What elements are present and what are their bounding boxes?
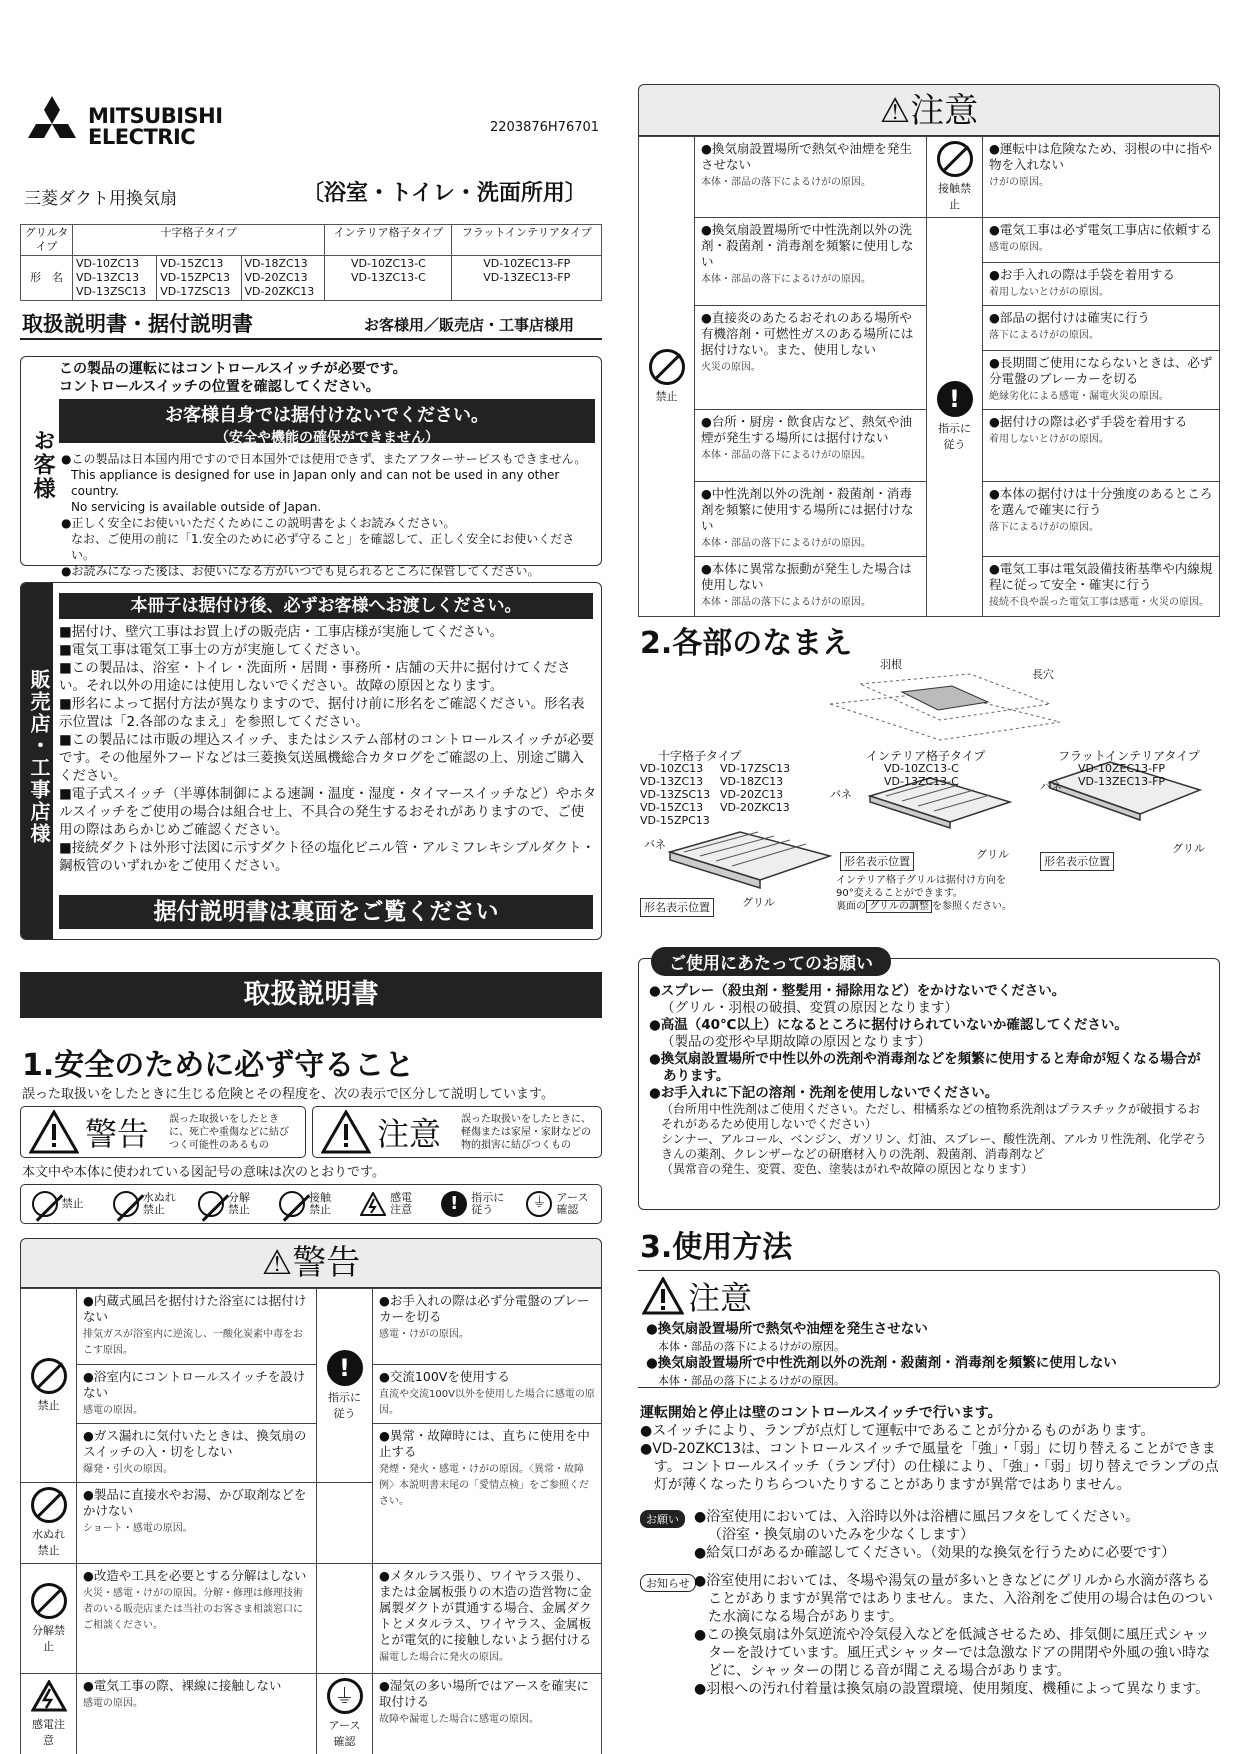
- caution-item: ●部品の据付けは確実に行う: [989, 310, 1150, 325]
- warning-table: [20, 1288, 602, 1754]
- ground-icon: ⏚: [327, 1678, 363, 1714]
- mitsubishi-logo: [22, 96, 222, 158]
- caution-item-reason: 火災の原因。: [701, 362, 761, 373]
- no-disassembly-icon: [198, 1191, 224, 1217]
- brand-line1: MITSUBISHI: [88, 104, 223, 128]
- model-name: VD-10ZEC13-FP: [1078, 762, 1166, 775]
- icon-label: 感電注意: [32, 1717, 65, 1747]
- label-bane: バネ: [1040, 780, 1062, 793]
- model-name: VD-17ZSC13: [720, 762, 791, 775]
- caution-item-reason: 落下によるけがの原因。: [989, 330, 1099, 341]
- read-note-2: なお、ご使用の前に「1.安全のために必ず守ること」を確認して、正しく安全にお使いください。: [71, 532, 575, 562]
- caution-item-reason: 着用しないとけがの原因。: [989, 287, 1109, 298]
- solvent-reason: （異常音の発生、変質、変色、塗装はがれや故障の原因となります）: [661, 1162, 1034, 1176]
- product-name: 三菱ダクト用換気扇: [24, 189, 177, 209]
- japan-only-en: This appliance is designed for use in Japan only and can not be used in any other country.: [71, 468, 560, 498]
- warning-item-reason: 漏電した場合に発火の原因。: [379, 1652, 509, 1663]
- request-item: ●換気扇設置場所で中性以外の洗剤や消毒剤などを頻繁に使用すると寿命が短くなる場合があります。: [649, 1051, 1201, 1084]
- row-label: 形 名: [21, 256, 73, 301]
- operation-item: ●スイッチにより、ランプが点灯して運転中であることが分かるものがあります。: [640, 1423, 1155, 1439]
- read-note: ●正しく安全にお使いいただくためにこの説明書をよくお読みください。: [61, 516, 456, 530]
- flat-type-title: フラットインテリアタイプ: [1058, 749, 1200, 763]
- col-flat: フラットインテリアタイプ: [452, 225, 602, 256]
- label-position: 形名表示位置: [840, 852, 914, 871]
- caution-item: ●換気扇設置場所で中性洗剤以外の洗剤・殺菌剤・消毒剤を頻繁に使用しない: [701, 222, 914, 269]
- label-grill: グリル: [1172, 842, 1205, 855]
- caution-item-reason: 接続不良や誤った電気工事は感電・火災の原因。: [989, 597, 1209, 608]
- caution-item: ●電気工事は必ず電気工事店に依頼する: [989, 222, 1213, 237]
- caution-item-reason: 本体・部品の落下によるけがの原因。: [701, 274, 871, 285]
- col-grille: グリルタイプ: [21, 225, 73, 256]
- caution-table: [638, 136, 1220, 617]
- caution-item: ●換気扇設置場所で熱気や油煙を発生させない: [701, 141, 912, 172]
- no-touch-icon: [937, 141, 973, 177]
- caution-item: ●運転中は危険なため、羽根の中に指や物を入れない: [989, 141, 1212, 172]
- warning-item: ●製品に直接水やお湯、かび取剤などをかけない: [83, 1487, 307, 1518]
- juji-model-list: [640, 762, 800, 827]
- prohibited-icon: [31, 1358, 67, 1394]
- interior-model-list: [884, 762, 959, 788]
- switch-note-1: この製品の運転にはコントロールスイッチが必要です。: [59, 361, 407, 377]
- symbol-legend: [20, 1184, 602, 1224]
- japan-only-en2: No servicing is available outside of Japan.: [71, 500, 322, 514]
- model-name: VD-18ZC13: [720, 775, 784, 788]
- symbols-intro: 本文中や本体に使われている図記号の意味は次のとおりです。: [22, 1165, 385, 1180]
- label-nagaana: 長穴: [1032, 668, 1054, 681]
- warning-table-title: 警告: [292, 1243, 361, 1283]
- caution-item-reason: 落下によるけがの原因。: [989, 522, 1099, 533]
- model-name: VD-13ZC13-C: [884, 775, 959, 788]
- model-name: VD-13ZEC13-FP: [1078, 775, 1166, 788]
- three-diamonds-icon: [22, 96, 82, 154]
- model-cell: VD-17ZSC13: [160, 285, 231, 298]
- shock-caution-icon: [31, 1680, 67, 1712]
- notice-item: ●この換気扇は外気逆流や冷気侵入などを低減させるため、排気側に風圧式シャッターを設けています。風圧式シャッターでは急激なドアの開閉や外風の強い時などに、シャッターの閉じる音が聞こえる場合があります。: [694, 1627, 1211, 1679]
- warning-item-reason: 故障や漏電した場合に感電の原因。: [379, 1714, 539, 1725]
- warning-item-reason: 直流や交流100V以外を使用した場合に感電の原因。: [379, 1389, 595, 1416]
- customer-box: [20, 356, 602, 578]
- sec1-title: 1.安全のために必ず守ること: [22, 1048, 415, 1083]
- warning-item: ●改造や工具を必要とする分解はしない: [83, 1568, 307, 1583]
- dealer-label: 販売店・工事店様: [27, 669, 51, 845]
- warning-desc: 誤った取扱いをしたときに、死亡や重傷などに結びつく可能性のあるもの: [169, 1113, 289, 1151]
- shock-caution-icon: [360, 1192, 386, 1216]
- onegai-item-sub: （浴室・換気扇のいたみを少なくします）: [708, 1527, 974, 1543]
- warning-table-header: ⚠警告: [20, 1238, 602, 1288]
- dealer-item: ■電子式スイッチ（半導体制御による速調・温度・湿度・タイマースイッチなど）やホタルスイッチをご使用の場合は組合せ上、不具合の発生するおそれがありますので、ご使用の際はあらかじめご確認ください。: [59, 786, 597, 838]
- usage-label: 〔浴室・トイレ・洗面所用〕: [302, 181, 587, 206]
- note-text: を参照ください。: [932, 901, 1012, 912]
- no-water-icon: [31, 1487, 67, 1523]
- caution-item: ●中性洗剤以外の洗剤・殺菌剤・消毒剤を頻繁に使用する場所には据付けない: [701, 486, 914, 533]
- no-disassembly-icon: [31, 1583, 67, 1619]
- icon-label: 接触禁止: [938, 182, 971, 211]
- caution-item-reason: けがの原因。: [989, 177, 1049, 188]
- caution-item: ●直接炎のあたるおそれのある場所や有機溶剤・可燃性ガスのある場所には据付けない。また、使用しない: [701, 310, 914, 357]
- symbol-label: 感電注意: [390, 1191, 413, 1216]
- model-name: VD-13ZSC13: [640, 788, 711, 801]
- manual-audience: お客様用／販売店・工事店様用: [364, 316, 575, 334]
- caution-item: ●長期間ご使用にならないときは、必ず分電盤のブレーカーを切る: [989, 355, 1213, 386]
- notice-item: ●浴室使用においては、冬場や湯気の量が多いときなどにグリルから水滴が落ちることがありますが異常ではありません。また、入浴剤をご使用の場合は色のついた水滴になる場合があります。: [694, 1573, 1213, 1625]
- operation-item: ●VD-20ZKC13は、コントロールスイッチで風量を「強」・「弱」に切り替えることができます。コントロールスイッチ（ランプ付）の仕様により、「強」・「弱」切り替えでランプの点灯が薄くなったりちらついたりすることがありますが異常ではありません。: [640, 1441, 1219, 1493]
- interior-type-title: インテリア格子タイプ: [866, 749, 986, 763]
- warning-item: ●メタルラス張り、ワイヤラス張り、または金属板張りの木造の造営物に金属製ダクトが貫通する場合、金属ダクトとメタルラス、ワイヤラス、金属板とが電気的に接触しないよう据付ける: [379, 1568, 592, 1647]
- ground-icon: ⏚: [526, 1191, 552, 1217]
- label-grill: グリル: [742, 896, 775, 909]
- dealer-item: ■据付け、壁穴工事はお買上げの販売店・工事店様が実施してください。: [59, 624, 504, 640]
- model-cell: VD-13ZSC13: [76, 285, 147, 298]
- note-text: インテリア格子グリルは据付け方向を90°変えることができます。: [836, 875, 1006, 899]
- sec3-caution-box: [638, 1270, 1220, 1388]
- icon-label: 禁止: [37, 1398, 60, 1412]
- symbol-label: アース確認: [556, 1191, 589, 1216]
- caution-item: ●電気工事は電気設備技術基準や内線規程に従って安全・確実に行う: [989, 561, 1213, 592]
- model-table: [20, 224, 602, 301]
- request-item: ●スプレー（殺虫剤・整髪用・掃除用など）をかけないでください。: [649, 983, 1066, 999]
- warning-item: ●電気工事の際、裸線に接触しない: [83, 1678, 282, 1693]
- warning-item: ●交流100Vを使用する: [379, 1369, 510, 1384]
- warning-item-reason: ショート・感電の原因。: [83, 1523, 193, 1534]
- warning-item-reason: 発煙・発火・感電・けがの原因。〈異常・故障例〉本説明書末尾の「愛情点検」をご参照ください。: [379, 1464, 589, 1507]
- label-bane: バネ: [644, 838, 666, 851]
- model-cell: VD-10ZEC13-FP: [483, 257, 571, 270]
- caution-item-reason: 本体・部品の落下によるけがの原因。: [701, 597, 871, 608]
- onegai-item: ●浴室使用においては、入浴時以外は浴槽に風呂フタをしてください。: [694, 1509, 1140, 1525]
- warning-item: ●浴室内にコントロールスイッチを設けない: [83, 1369, 306, 1400]
- label-hane: 羽根: [880, 658, 902, 671]
- symbol-label: 指示に従う: [471, 1191, 505, 1216]
- request-item: ●高温（40℃以上）になるところに据付けられていないか確認してください。: [649, 1017, 1128, 1033]
- model-name: VD-20ZC13: [720, 788, 784, 801]
- prohibited-icon: [649, 349, 685, 385]
- caution-table-title: 注意: [910, 91, 979, 131]
- solvent-list: シンナー、アルコール、ベンジン、ガソリン、灯油、スプレー、酸性洗剤、アルカリ性洗剤、化学ぞうきんの薬剤、クレンザーなどの研磨材入りの洗剤、殺菌剤、消毒剤など: [661, 1132, 1207, 1161]
- warning-item: ●湿気の多い場所ではアースを確実に取付ける: [379, 1678, 589, 1709]
- sec2-title: 2.各部のなまえ: [640, 626, 853, 661]
- parts-diagram: [640, 656, 1220, 956]
- oshirase-tag: お知らせ: [640, 1574, 696, 1592]
- brand-line2: ELECTRIC: [88, 125, 196, 149]
- icon-label: 分解禁止: [32, 1623, 65, 1653]
- sec1-intro: 誤った取扱いをしたときに生じる危険とその程度を、次の表示で区分して説明しています。: [22, 1087, 554, 1102]
- icon-label: 禁止: [655, 389, 678, 403]
- model-cell: VD-10ZC13: [76, 257, 140, 270]
- symbol-label: 水ぬれ禁止: [142, 1191, 176, 1216]
- caution-triangle-icon: [321, 1110, 371, 1154]
- label-position: 形名表示位置: [640, 898, 714, 917]
- model-cell: VD-18ZC13: [244, 257, 308, 270]
- model-cell: VD-20ZKC13: [244, 285, 315, 298]
- warning-item: ●異常・故障時には、直ちに使用を中止する: [379, 1428, 590, 1459]
- icon-label: アース確認: [328, 1719, 361, 1748]
- prohibited-icon: [32, 1191, 58, 1217]
- doc-number: 2203876H76701: [490, 120, 600, 135]
- caution-item: ●据付けの際は必ず手袋を着用する: [989, 414, 1188, 429]
- warning-item-reason: 感電の原因。: [83, 1698, 143, 1709]
- caution-item: ●お手入れの際は手袋を着用する: [989, 267, 1175, 282]
- warning-item-reason: 感電の原因。: [83, 1405, 143, 1416]
- icon-label: 水ぬれ禁止: [32, 1528, 65, 1557]
- model-name: VD-15ZPC13: [640, 814, 710, 827]
- warning-item-reason: 感電・けがの原因。: [379, 1329, 469, 1340]
- caution-triangle-icon: [642, 1277, 684, 1315]
- model-name: VD-10ZC13: [640, 762, 704, 775]
- request-item-reason: （台所用中性洗剤はご使用ください。ただし、柑橘系などの植物系洗剤はプラスチックが破損するおそれがあるため使用しないでください）: [661, 1102, 1201, 1131]
- warning-item: ●お手入れの際は必ず分電盤のブレーカーを切る: [379, 1293, 590, 1324]
- caution-item: ●台所・厨房・飲食店など、熱気や油煙が発生する場所には据付けない: [701, 414, 912, 445]
- caution-item: ●本体の据付けは十分強度のあるところを選んで確実に行う: [989, 486, 1213, 517]
- switch-note-2: コントロールスイッチの位置を確認してください。: [59, 379, 380, 395]
- caution-legend: [312, 1106, 602, 1158]
- flat-model-list: [1078, 762, 1165, 788]
- model-cell: VD-13ZEC13-FP: [483, 271, 571, 284]
- instruction-icon: !: [327, 1350, 363, 1386]
- model-name: VD-20ZKC13: [720, 801, 790, 814]
- see-back-bar: 据付説明書は裏面をご覧ください: [59, 895, 593, 929]
- sec3-caution-reason: 本体・部品の落下によるけがの原因。: [658, 1340, 845, 1353]
- symbol-label: 禁止: [61, 1197, 84, 1210]
- divider: [20, 338, 602, 340]
- interior-rotate-note: [836, 874, 1012, 913]
- model-name: VD-13ZC13: [640, 775, 704, 788]
- hand-over-bar: 本冊子は据付け後、必ずお客様へお渡しください。: [59, 593, 593, 619]
- label-position: 形名表示位置: [1040, 852, 1114, 871]
- keep-note: ●お読みになった後は、お使いになる方がいつでも見られるところに保管してください。: [61, 564, 540, 578]
- sec3-caution-item: ●換気扇設置場所で中性洗剤以外の洗剤・殺菌剤・消毒剤を頻繁に使用しない: [646, 1355, 1117, 1371]
- onegai-tag: お願い: [640, 1510, 685, 1528]
- model-cell: VD-13ZC13: [76, 271, 140, 284]
- symbol-label: 分解禁止: [227, 1191, 250, 1216]
- warning-item-reason: 排気ガスが浴室内に逆流し、一酸化炭素中毒をおこす原因。: [83, 1329, 303, 1356]
- model-cell: VD-15ZC13: [160, 257, 224, 270]
- manual-title: 取扱説明書・据付説明書: [22, 312, 253, 336]
- dealer-item: ■この製品には市販の埋込スイッチ、またはシステム部材のコントロールスイッチが必要です。その他屋外フードなどは三菱換気送風機総合カタログをご確認の上、別途ご購入ください。: [59, 732, 595, 784]
- label-grill: グリル: [976, 848, 1009, 861]
- warning-item: ●ガス漏れに気付いたときは、換気扇のスイッチの入・切をしない: [83, 1428, 307, 1459]
- sec3-caution-reason: 本体・部品の落下によるけがの原因。: [658, 1374, 845, 1387]
- dealer-item: ■電気工事は電気工事士の方が実施してください。: [59, 642, 369, 658]
- icon-label: 指示に従う: [328, 1390, 361, 1420]
- symbol-label: 接触禁止: [308, 1191, 331, 1216]
- warning-item-reason: 爆発・引火の原因。: [83, 1464, 173, 1475]
- model-cell: VD-15ZPC13: [160, 271, 231, 284]
- request-item-reason: （製品の変形や早期故障の原因となります）: [661, 1034, 931, 1050]
- operation-title: 運転開始と停止は壁のコントロールスイッチで行います。: [640, 1405, 1002, 1421]
- model-name: VD-10ZC13-C: [884, 762, 959, 775]
- caution-item-reason: 本体・部品の落下によるけがの原因。: [701, 538, 871, 549]
- request-item-reason: （グリル・羽根の破損、変質の原因となります）: [661, 1000, 958, 1016]
- caution-item-reason: 本体・部品の落下によるけがの原因。: [701, 177, 871, 188]
- juji-type-title: 十字格子タイプ: [658, 749, 742, 763]
- col-juji: 十字格子タイプ: [73, 225, 325, 256]
- warning-item: ●内蔵式風呂を据付けた浴室には据付けない: [83, 1293, 307, 1324]
- caution-item-reason: 絶縁劣化による感電・漏電火災の原因。: [989, 391, 1169, 402]
- no-self-install: お客様自身では据付けないでください。: [165, 405, 489, 426]
- manual-bar: 取扱説明書: [20, 972, 602, 1018]
- usage-request-box: [638, 954, 1220, 1210]
- instruction-icon: !: [937, 381, 973, 417]
- icon-label: 指示に従う: [938, 422, 971, 451]
- caution-table-header: ⚠注意: [638, 84, 1220, 136]
- warning-triangle-icon: [29, 1110, 79, 1154]
- caution-desc: 誤った取扱いをしたときに、軽傷または家屋・家財などの物的損害に結びつくもの: [461, 1113, 591, 1151]
- caution-item-reason: 本体・部品の落下によるけがの原因。: [701, 450, 871, 461]
- note-ref: グリルの調整: [866, 900, 932, 913]
- japan-only-note: ●この製品は日本国内用ですので日本国外では使用できず、またアフターサービスもできません。: [61, 452, 587, 466]
- sec3-caution-word: 注意: [688, 1279, 753, 1317]
- dealer-item: ■接続ダクトは外形寸法図に示すダクト径の塩化ビニル管・アルミフレキシブルダクト・鋼板管のいずれかをご使用ください。: [59, 840, 596, 874]
- model-cell: VD-20ZC13: [244, 271, 308, 284]
- warning-legend: [20, 1106, 306, 1158]
- usage-request-title: ご使用にあたってのお願い: [651, 947, 891, 976]
- label-bane: バネ: [830, 788, 852, 801]
- request-item: ●お手入れに下記の溶剤・洗剤を使用しないでください。: [649, 1085, 999, 1101]
- warning-word: 警告: [85, 1115, 150, 1153]
- no-touch-icon: [279, 1191, 305, 1217]
- caution-item-reason: 感電の原因。: [989, 242, 1049, 253]
- model-cell: VD-13ZC13-C: [351, 271, 426, 284]
- warning-item-reason: 火災・感電・けがの原因。分解・修理は修理技術者のいる販売店または当社のお客さま相談窓口にご相談ください。: [83, 1588, 303, 1631]
- model-cell: VD-10ZC13-C: [351, 257, 426, 270]
- sec3-caution-item: ●換気扇設置場所で熱気や油煙を発生させない: [646, 1321, 928, 1337]
- caution-item: ●本体に異常な振動が発生した場合は使用しない: [701, 561, 912, 592]
- caution-item-reason: 着用しないとけがの原因。: [989, 434, 1109, 445]
- notice-item: ●羽根への汚れ付着量は換気扇の設置環境、使用頻度、機種によって異なります。: [694, 1681, 1210, 1697]
- onegai-item: ●給気口があるか確認してください。（効果的な換気を行うために必要です）: [694, 1545, 1176, 1561]
- caution-word: 注意: [377, 1115, 442, 1153]
- model-name: VD-15ZC13: [640, 801, 704, 814]
- col-interior: インテリア格子タイプ: [325, 225, 452, 256]
- dealer-item: ■この製品は、浴室・トイレ・洗面所・居間・事務所・店舗の天井に据付けてください。それ以外の用途には使用しないでください。故障の原因となります。: [59, 660, 571, 694]
- note-text: 裏面の: [836, 901, 866, 912]
- instruction-icon: !: [441, 1191, 467, 1217]
- no-self-install-sub: （安全や機能の確保ができません）: [215, 430, 439, 446]
- sec3-title: 3.使用方法: [640, 1230, 793, 1265]
- customer-label: お客様: [30, 429, 55, 501]
- dealer-item: ■形名によって据付方法が異なりますので、据付け前に形名をご確認ください。形名表示位置は「2.各部のなまえ」を参照してください。: [59, 696, 585, 730]
- dealer-box: [20, 582, 602, 940]
- no-water-icon: [113, 1191, 139, 1217]
